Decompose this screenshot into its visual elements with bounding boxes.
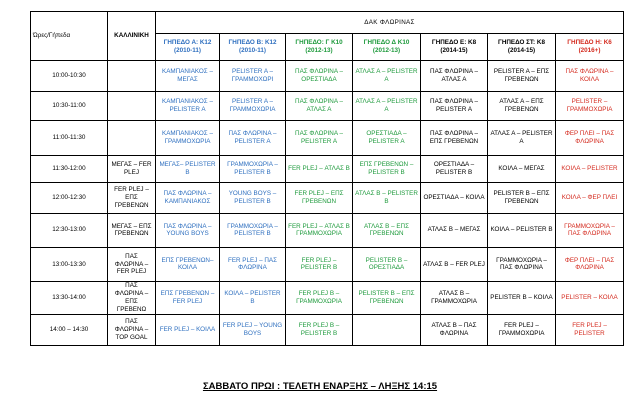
match-cell xyxy=(353,315,421,346)
match-cell: ΠΑΣ ΦΛΩΡΙΝΑ – PELISTER A xyxy=(421,92,488,121)
match-cell: ΑΤΛΑΣ Α – PELISTER A xyxy=(488,120,556,155)
match-cell: ΑΤΛΑΣ Α – PELISTER A xyxy=(353,92,421,121)
match-cell: ΟΡΕΣΤΙΑΔΑ – PELISTER B xyxy=(421,155,488,182)
schedule-row xyxy=(31,60,624,92)
match-cell: PELISTER – ΚΟΙΛΑ xyxy=(556,281,624,315)
match-cell: ΑΤΛΑΣ Β – ΓΡΑΜΜΟΧΩΡΙΑ xyxy=(421,281,488,315)
time-slot: 10:00-10:30 xyxy=(31,60,108,92)
match-cell: ΑΤΛΑΣ Β – ΠΑΣ ΦΛΩΡΙΝΑ xyxy=(421,315,488,346)
match-cell: ΟΡΕΣΤΙΑΔΑ – ΚΟΙΛΑ xyxy=(421,183,488,214)
match-cell: FER PLEJ – PELISTER B xyxy=(286,248,353,282)
match-cell: ΑΤΛΑΣ Α – PELISTER A xyxy=(353,60,421,92)
match-cell: ΑΤΛΑΣ Α – ΕΠΣ ΓΡΕΒΕΝΩΝ xyxy=(488,92,556,121)
match-cell: FER PLEJ – PELISTER xyxy=(556,315,624,346)
match-cell: ΠΑΣ ΦΛΩΡΙΝΑ – ΕΠΣ ΓΡΕΒΕΝΩΝ xyxy=(421,120,488,155)
match-cell: YOUNG BOYS – PELISTER B xyxy=(220,183,286,214)
match-cell: ΦΕΡ ΠΛΕΙ – ΠΑΣ ΦΛΩΡΙΝΑ xyxy=(556,120,624,155)
schedule-row xyxy=(31,183,624,214)
time-slot: 12:00-12:30 xyxy=(31,183,108,214)
kallinikis-match: ΜΕΓΑΣ – FER PLEJ xyxy=(108,155,156,182)
match-cell: ΦΕΡ ΠΛΕΙ – ΠΑΣ ΦΛΩΡΙΝΑ xyxy=(556,248,624,282)
match-cell: ΠΑΣ ΦΛΩΡΙΝΑ – ΑΤΛΑΣ Α xyxy=(286,92,353,121)
schedule-row xyxy=(31,92,624,121)
match-cell: ΕΠΣ ΓΡΕΒΕΝΩΝ– ΚΟΙΛΑ xyxy=(156,248,220,282)
corner-label: Ώρες/Γήπεδα xyxy=(31,12,108,61)
kallinikis-match: ΠΑΣ ΦΛΩΡΙΝΑ – TOP GOAL xyxy=(108,315,156,346)
kallinikis-match xyxy=(108,92,156,121)
match-cell: PELISTER B – ΟΡΕΣΤΙΑΔΑ xyxy=(353,248,421,282)
field-header-1: ΓΗΠΕΔΟ Α: Κ12 (2010-11) xyxy=(156,34,220,60)
match-cell: ΠΑΣ ΦΛΩΡΙΝΑ – PELISTER A xyxy=(286,120,353,155)
match-cell: PELISTER B – ΚΟΙΛΑ xyxy=(488,281,556,315)
match-cell: ΠΑΣ ΦΛΩΡΙΝΑ – ΟΡΕΣΤΙΑΔΑ xyxy=(286,60,353,92)
kallinikis-match: ΠΑΣ ΦΛΩΡΙΝΑ – FER PLEJ xyxy=(108,248,156,282)
kallinikis-match: ΜΕΓΑΣ – ΕΠΣ ΓΡΕΒΕΝΩΝ xyxy=(108,213,156,248)
field-header-5: ΓΗΠΕΔΟ Ε: Κ8 (2014-15) xyxy=(421,34,488,60)
match-cell: ΚΑΜΠΑΝΙΑΚΟΣ – ΓΡΑΜΜΟΧΩΡΙΑ xyxy=(156,120,220,155)
match-cell: ΠΑΣ ΦΛΩΡΙΝΑ – PELISTER A xyxy=(220,120,286,155)
match-cell: ΠΑΣ ΦΛΩΡΙΝΑ – ΚΟΙΛΑ xyxy=(556,60,624,92)
match-cell: ΠΑΣ ΦΛΩΡΙΝΑ – ΑΤΛΑΣ Α xyxy=(421,60,488,92)
match-cell: ΟΡΕΣΤΙΑΔΑ – PELISTER A xyxy=(353,120,421,155)
schedule-table xyxy=(30,11,624,346)
match-cell: ΓΡΑΜΜΟΧΩΡΙΑ – PELISTER B xyxy=(220,213,286,248)
match-cell: FER PLEJ – ΑΤΛΑΣ Β ΓΡΑΜΜΟΧΩΡΙΑ xyxy=(286,213,353,248)
match-cell: ΠΑΣ ΦΛΩΡΙΝΑ – ΚΑΜΠΑΝΙΑΚΟΣ xyxy=(156,183,220,214)
match-cell: ΑΤΛΑΣ Β – PELISTER B xyxy=(353,183,421,214)
match-cell: ΚΟΙΛΑ – ΜΕΓΑΣ xyxy=(488,155,556,182)
schedule-row xyxy=(31,155,624,182)
match-cell: PELISTER A – ΕΠΣ ΓΡΕΒΕΝΩΝ xyxy=(488,60,556,92)
schedule-row xyxy=(31,248,624,282)
time-slot: 11:00-11:30 xyxy=(31,120,108,155)
time-slot: 11:30-12:00 xyxy=(31,155,108,182)
match-cell: PELISTER B – ΕΠΣ ΓΡΕΒΕΝΩΝ xyxy=(488,183,556,214)
match-cell: ΕΠΣ ΓΡΕΒΕΝΩΝ – PELISTER B xyxy=(353,155,421,182)
match-cell: PELISTER A – ΓΡΑΜΜΟΧΩΡΙ xyxy=(220,60,286,92)
match-cell: ΚΑΜΠΑΝΙΑΚΟΣ – ΜΕΓΑΣ xyxy=(156,60,220,92)
match-cell: ΓΡΑΜΜΟΧΩΡΙΑ – ΠΑΣ ΦΛΩΡΙΝΑ xyxy=(556,213,624,248)
match-cell: ΑΤΛΑΣ Β – ΕΠΣ ΓΡΕΒΕΝΩΝ xyxy=(353,213,421,248)
match-cell: ΚΟΙΛΑ – PELISTER B xyxy=(220,281,286,315)
time-slot: 13:00-13:30 xyxy=(31,248,108,282)
ceremony-note: ΣΑΒΒΑΤΟ ΠΡΩΙ : ΤΕΛΕΤΗ ΕΝΑΡΞΗΣ – ΛΗΞΗΣ 14:15 xyxy=(202,381,438,392)
match-cell: FER PLEJ B – ΓΡΑΜΜΟΧΩΡΙΑ xyxy=(286,281,353,315)
table-title: ΔΑΚ ΦΛΩΡΙΝΑΣ xyxy=(156,12,624,34)
time-slot: 14:00 – 14:30 xyxy=(31,315,108,346)
schedule-row xyxy=(31,281,624,315)
field-header-6: ΓΗΠΕΔΟ ΣΤ: Κ8 (2014-15) xyxy=(488,34,556,60)
match-cell: ΑΤΛΑΣ Β – ΜΕΓΑΣ xyxy=(421,213,488,248)
match-cell: FER PLEJ – ΓΡΑΜΜΟΧΩΡΙΑ xyxy=(488,315,556,346)
time-slot: 13:30-14:00 xyxy=(31,281,108,315)
match-cell: ΚΟΙΛΑ – PELISTER B xyxy=(488,213,556,248)
field-header-3: ΓΗΠΕΔΟ: Γ Κ10 (2012-13) xyxy=(286,34,353,60)
match-cell: FER PLEJ B – PELISTER B xyxy=(286,315,353,346)
match-cell: ΓΡΑΜΜΟΧΩΡΙΑ – ΠΑΣ ΦΛΩΡΙΝΑ xyxy=(488,248,556,282)
match-cell: FER PLEJ – ΠΑΣ ΦΛΩΡΙΝΑ xyxy=(220,248,286,282)
kallinikis-match xyxy=(108,120,156,155)
schedule-row xyxy=(31,120,624,155)
match-cell: FER PLEJ – ΑΤΛΑΣ Β xyxy=(286,155,353,182)
match-cell: PELISTER B – ΕΠΣ ΓΡΕΒΕΝΩΝ xyxy=(353,281,421,315)
match-cell: ΚΑΜΠΑΝΙΑΚΟΣ – PELISTER A xyxy=(156,92,220,121)
kallinikis-header: ΚΑΛΛΙΝΙΚΗ xyxy=(108,12,156,61)
schedule-row xyxy=(31,315,624,346)
kallinikis-match xyxy=(108,60,156,92)
match-cell: ΑΤΛΑΣ Β – FER PLEJ xyxy=(421,248,488,282)
match-cell: FER PLEJ – ΕΠΣ ΓΡΕΒΕΝΩΝ xyxy=(286,183,353,214)
field-header-7: ΓΗΠΕΔΟ Η: Κ6 (2016+) xyxy=(556,34,624,60)
field-header-2: ΓΗΠΕΔΟ Β: Κ12 (2010-11) xyxy=(220,34,286,60)
match-cell: ΠΑΣ ΦΛΩΡΙΝΑ – YOUNG BOYS xyxy=(156,213,220,248)
match-cell: ΚΟΙΛΑ – ΦΕΡ ΠΛΕΙ xyxy=(556,183,624,214)
match-cell: PELISTER A – ΓΡΑΜΜΟΧΩΡΙΑ xyxy=(220,92,286,121)
time-slot: 12:30-13:00 xyxy=(31,213,108,248)
field-header-4: ΓΗΠΕΔΟ Δ Κ10 (2012-13) xyxy=(353,34,421,60)
match-cell: FER PLEJ – YOUNG BOYS xyxy=(220,315,286,346)
match-cell: FER PLEJ – ΚΟΙΛΑ xyxy=(156,315,220,346)
match-cell: PELISTER – ΓΡΑΜΜΟΧΩΡΙΑ xyxy=(556,92,624,121)
time-slot: 10:30-11:00 xyxy=(31,92,108,121)
match-cell: ΕΠΣ ΓΡΕΒΕΝΩΝ – FER PLEJ xyxy=(156,281,220,315)
match-cell: ΓΡΑΜΜΟΧΩΡΙΑ – PELISTER B xyxy=(220,155,286,182)
match-cell: ΜΕΓΑΣ– PELISTER B xyxy=(156,155,220,182)
kallinikis-match: ΠΑΣ ΦΛΩΡΙΝΑ – ΕΠΣ ΓΡΕΒΕΝΩ xyxy=(108,281,156,315)
match-cell: ΚΟΙΛΑ – PELISTER xyxy=(556,155,624,182)
kallinikis-match: FER PLEJ – ΕΠΣ ΓΡΕΒΕΝΩΝ xyxy=(108,183,156,214)
schedule-row xyxy=(31,213,624,248)
